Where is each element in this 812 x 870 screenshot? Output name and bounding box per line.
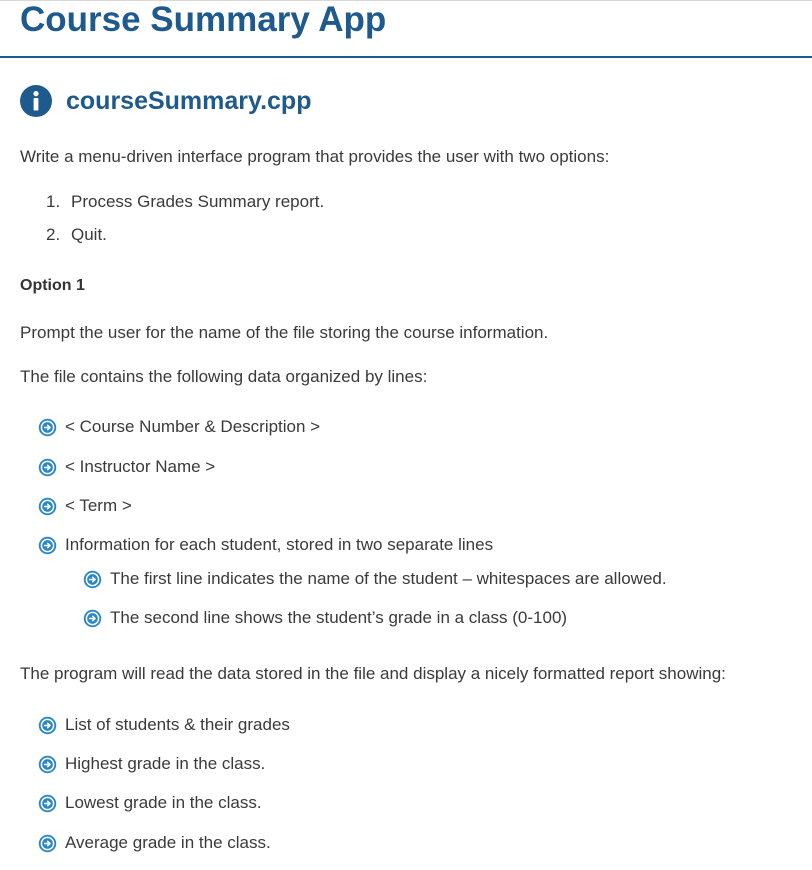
info-icon xyxy=(20,85,52,117)
arrow-circle-icon xyxy=(38,716,57,735)
list-item-text: List of students & their grades xyxy=(65,715,290,734)
report-item-lowest-grade xyxy=(38,792,262,814)
arrow-circle-icon xyxy=(83,609,102,628)
list-item-text: < Instructor Name > xyxy=(65,457,216,476)
prompt-text: Prompt the user for the name of the file storing the course information. xyxy=(20,323,549,342)
sub-list-item-student-name xyxy=(83,568,667,590)
arrow-circle-icon xyxy=(38,497,57,516)
list-item-text: The first line indicates the name of the student – whitespaces are allowed. xyxy=(110,569,667,588)
list-item-text: Lowest grade in the class. xyxy=(65,793,262,812)
arrow-circle-icon xyxy=(38,536,57,555)
list-item-text: < Course Number & Description > xyxy=(65,417,321,436)
list-item-text: Average grade in the class. xyxy=(65,833,271,852)
app-title: Course Summary App xyxy=(20,0,387,39)
arrow-circle-icon xyxy=(83,570,102,589)
list-item-term xyxy=(38,495,132,517)
arrow-circle-icon xyxy=(38,755,57,774)
report-intro: The program will read the data stored in the file and display a nicely formatted report showing: xyxy=(20,664,726,683)
arrow-circle-icon xyxy=(38,458,57,477)
menu-option-number: 2. xyxy=(46,225,61,244)
file-contents-intro: The file contains the following data organized by lines: xyxy=(20,367,428,386)
list-item-student-info xyxy=(38,534,493,556)
report-item-student-list xyxy=(38,714,290,736)
file-name: courseSummary.cpp xyxy=(66,86,312,115)
report-item-highest-grade xyxy=(38,753,265,775)
file-heading xyxy=(20,86,311,116)
option-1-heading: Option 1 xyxy=(20,277,85,294)
list-item-text: The second line shows the student’s grade in a class (0-100) xyxy=(110,608,568,627)
title-divider xyxy=(0,56,812,58)
arrow-circle-icon xyxy=(38,418,57,437)
sub-list-item-student-grade xyxy=(83,607,567,629)
menu-option-2 xyxy=(46,224,107,246)
list-item-text: Highest grade in the class. xyxy=(65,754,266,773)
menu-option-1 xyxy=(46,191,324,213)
report-item-average-grade xyxy=(38,832,271,854)
intro-text: Write a menu-driven interface program that provides the user with two options: xyxy=(20,147,610,166)
arrow-circle-icon xyxy=(38,834,57,853)
list-item-course-number xyxy=(38,416,320,438)
list-item-instructor xyxy=(38,456,215,478)
arrow-circle-icon xyxy=(38,794,57,813)
menu-option-number: 1. xyxy=(46,192,61,211)
menu-option-text: Quit. xyxy=(71,225,107,244)
list-item-text: < Term > xyxy=(65,496,132,515)
list-item-text: Information for each student, stored in two separate lines xyxy=(65,535,494,554)
menu-option-text: Process Grades Summary report. xyxy=(71,192,325,211)
